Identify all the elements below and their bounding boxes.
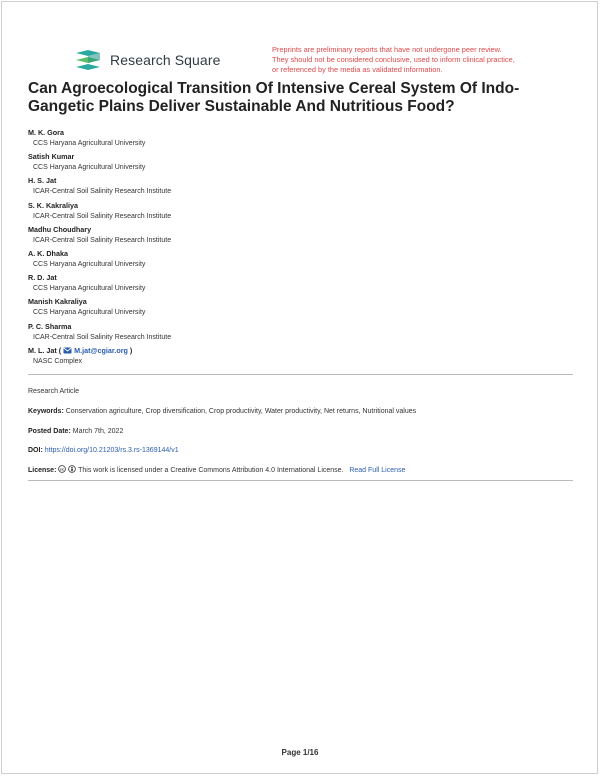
- svg-text:cc: cc: [60, 467, 65, 472]
- author-entry: [28, 273, 568, 297]
- keywords-row: [28, 407, 573, 417]
- author-entry: [28, 152, 568, 176]
- doi-row: [28, 446, 573, 456]
- notice-line: or referenced by the media as validated information.: [272, 65, 443, 74]
- author-affiliation: CCS Haryana Agricultural University: [33, 285, 146, 293]
- corresponding-email-link[interactable]: M.jat@cgiar.org: [74, 345, 128, 355]
- research-square-wordmark: Research Square: [110, 52, 221, 68]
- author-name[interactable]: H. S. Jat: [28, 176, 57, 186]
- by-icon[interactable]: [68, 465, 76, 473]
- author-affiliation: CCS Haryana Agricultural University: [33, 140, 146, 147]
- article-type: [28, 387, 573, 397]
- notice-line: Preprints are preliminary reports that have not undergone peer review.: [272, 45, 502, 54]
- author-name[interactable]: S. K. Kakraliya: [28, 200, 78, 210]
- corresponding-author-name[interactable]: M. L. Jat: [28, 345, 57, 355]
- author-affiliation: ICAR-Central Soil Salinity Research Institute: [33, 188, 172, 196]
- keywords-value: Conservation agriculture, Crop diversification, Crop productivity, Water productivity, Net returns, Nutritional values: [65, 408, 417, 415]
- license-text: This work is licensed under a Creative Commons Attribution 4.0 International License.: [78, 467, 344, 474]
- author-name[interactable]: P. C. Sharma: [28, 321, 72, 331]
- cc-icon[interactable]: [58, 465, 66, 473]
- paper-title: Can Agroecological Transition Of Intensive Cereal System Of Indo-Gangetic Plains Deliver Sustainable And Nutritious Food?: [28, 80, 520, 115]
- author-name[interactable]: Manish Kakraliya: [28, 297, 87, 307]
- posted-date-label: Posted Date:: [28, 428, 71, 435]
- research-square-logo-icon: [74, 48, 102, 72]
- research-square-logo[interactable]: [74, 48, 220, 72]
- notice-line: They should not be considered conclusive, used to inform clinical practice,: [272, 55, 515, 64]
- author-entry: [28, 176, 568, 200]
- corresponding-author: [28, 346, 568, 370]
- keywords-label: Keywords:: [28, 408, 64, 415]
- author-entry: [28, 297, 568, 321]
- author-affiliation: ICAR-Central Soil Salinity Research Institute: [33, 333, 172, 341]
- author-name: M. L. Jat ( M.jat@cgiar.org ): [28, 345, 133, 355]
- article-type-value: Research Article: [28, 388, 79, 395]
- author-affiliation: ICAR-Central Soil Salinity Research Institute: [33, 212, 172, 220]
- author-name[interactable]: A. K. Dhaka: [28, 248, 68, 258]
- divider: [28, 480, 573, 481]
- author-entry: [28, 249, 568, 273]
- author-entry: [28, 201, 568, 225]
- author-affiliation: CCS Haryana Agricultural University: [33, 309, 146, 317]
- posted-date-value: March 7th, 2022: [72, 428, 124, 435]
- author-entry: [28, 128, 568, 152]
- author-affiliation: CCS Haryana Agricultural University: [33, 164, 146, 172]
- author-name[interactable]: Madhu Choudhary: [28, 224, 92, 234]
- preprint-notice: [272, 45, 542, 75]
- author-list: [28, 128, 568, 370]
- author-name[interactable]: R. D. Jat: [28, 273, 57, 283]
- author-affiliation: CCS Haryana Agricultural University: [33, 260, 146, 268]
- divider: [28, 374, 573, 375]
- posted-date-row: [28, 427, 573, 437]
- author-name[interactable]: Satish Kumar: [28, 152, 75, 162]
- doi-link[interactable]: https://doi.org/10.21203/rs.3.rs-1369144/v1: [44, 447, 179, 454]
- author-affiliation: NASC Complex: [33, 357, 83, 365]
- license-label: License:: [28, 467, 57, 474]
- author-entry: [28, 322, 568, 346]
- author-name[interactable]: M. K. Gora: [28, 128, 64, 137]
- header: [74, 46, 574, 76]
- author-entry: [28, 225, 568, 249]
- author-affiliation: ICAR-Central Soil Salinity Research Institute: [33, 236, 172, 244]
- read-full-license-link[interactable]: Read Full License: [349, 467, 406, 474]
- license-row: [28, 465, 573, 476]
- mail-icon: [63, 347, 72, 354]
- doi-label: DOI:: [28, 447, 43, 454]
- page-number: Page 1/16: [281, 748, 319, 757]
